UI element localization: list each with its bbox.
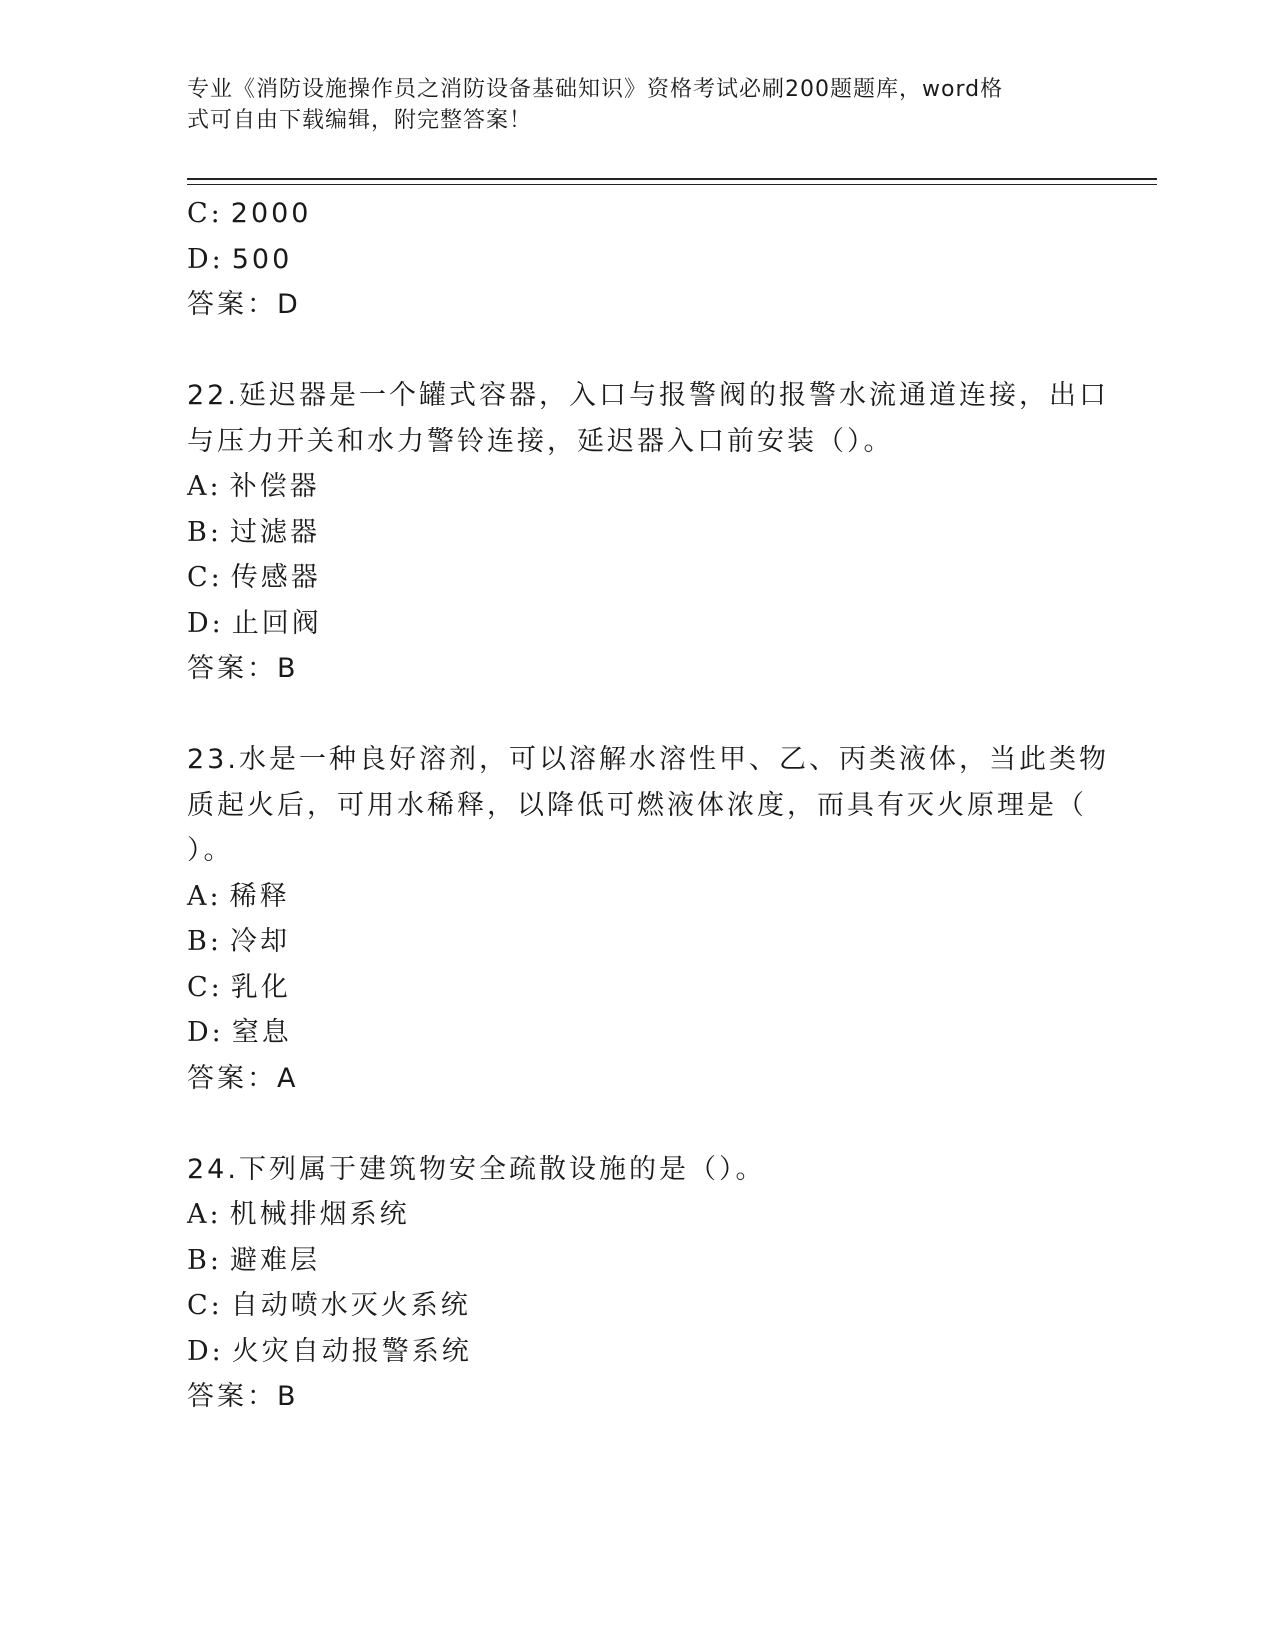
option-text: 窒息 <box>231 1017 292 1048</box>
option-text: 止回阀 <box>231 607 322 639</box>
option-c <box>187 1283 1087 1329</box>
option-key: A: <box>187 880 222 912</box>
option-key: B: <box>187 516 222 548</box>
option-d <box>187 1010 1087 1056</box>
option-key: A: <box>187 471 222 502</box>
option-text: 稀释 <box>229 880 290 912</box>
option-key: D: <box>187 1335 224 1367</box>
option-key: B: <box>187 1244 222 1276</box>
answer-line: 答案：B <box>187 1381 299 1412</box>
option-b <box>187 1238 1087 1284</box>
option-text: 补偿器 <box>229 471 320 502</box>
option-d <box>187 237 1087 283</box>
answer-line: 答案：D <box>187 289 301 320</box>
option-text: 2000 <box>230 198 312 229</box>
header-divider-top <box>187 178 1157 180</box>
option-key: D: <box>187 243 224 275</box>
option-key: C: <box>187 198 223 229</box>
option-text: 乳化 <box>230 971 291 1003</box>
question-text-line: 23.水是一种良好溶剂，可以溶解水溶性甲、乙、丙类液体，当此类物 <box>187 744 1109 775</box>
header-line-2: 式可自由下载编辑，附完整答案！ <box>187 108 533 133</box>
question-24 <box>187 1147 1087 1420</box>
question-22 <box>187 373 1109 692</box>
option-c <box>187 555 1087 601</box>
option-text: 500 <box>231 243 293 275</box>
option-d <box>187 1329 1087 1375</box>
question-text-line: 与压力开关和水力警铃连接，延迟器入口前安装（）。 <box>187 425 894 457</box>
answer-line: 答案：A <box>187 1062 299 1094</box>
option-text: 传感器 <box>230 562 321 593</box>
question-23 <box>187 737 1109 1101</box>
spacer <box>187 328 1087 374</box>
option-b <box>187 510 1087 556</box>
answer-line: 答案：B <box>187 653 299 684</box>
option-text: 自动喷水灭火系统 <box>230 1290 471 1321</box>
option-key: B: <box>187 926 222 957</box>
document-body <box>187 191 1109 1420</box>
question-21-continued <box>187 191 1087 328</box>
option-a <box>187 1192 1087 1238</box>
spacer <box>187 1101 1087 1147</box>
question-text-line: ）。 <box>187 835 234 866</box>
option-key: C: <box>187 971 223 1003</box>
option-key: A: <box>187 1199 222 1230</box>
header-divider-bottom <box>187 184 1157 185</box>
option-c <box>187 191 1087 237</box>
option-text: 冷却 <box>229 926 290 957</box>
option-key: C: <box>187 1290 223 1321</box>
header-line-1: 专业《消防设施操作员之消防设备基础知识》资格考试必刷200题题库，word格 <box>187 77 1004 102</box>
spacer <box>187 692 1087 738</box>
question-text-line: 24.下列属于建筑物安全疏散设施的是（）。 <box>187 1153 766 1185</box>
document-header <box>187 74 1067 136</box>
question-text-line: 质起火后，可用水稀释，以降低可燃液体浓度，而具有灭火原理是（ <box>187 789 1087 821</box>
option-text: 火灾自动报警系统 <box>231 1335 472 1367</box>
option-text: 机械排烟系统 <box>229 1199 410 1230</box>
option-key: C: <box>187 562 223 593</box>
option-d <box>187 601 1087 647</box>
option-key: D: <box>187 1017 224 1048</box>
option-a <box>187 874 1087 920</box>
option-a <box>187 464 1087 510</box>
option-key: D: <box>187 607 224 639</box>
option-text: 避难层 <box>229 1244 320 1276</box>
option-text: 过滤器 <box>229 516 320 548</box>
question-text-line: 22.延迟器是一个罐式容器，入口与报警阀的报警水流通道连接，出口 <box>187 380 1109 411</box>
option-b <box>187 919 1087 965</box>
option-c <box>187 965 1087 1011</box>
